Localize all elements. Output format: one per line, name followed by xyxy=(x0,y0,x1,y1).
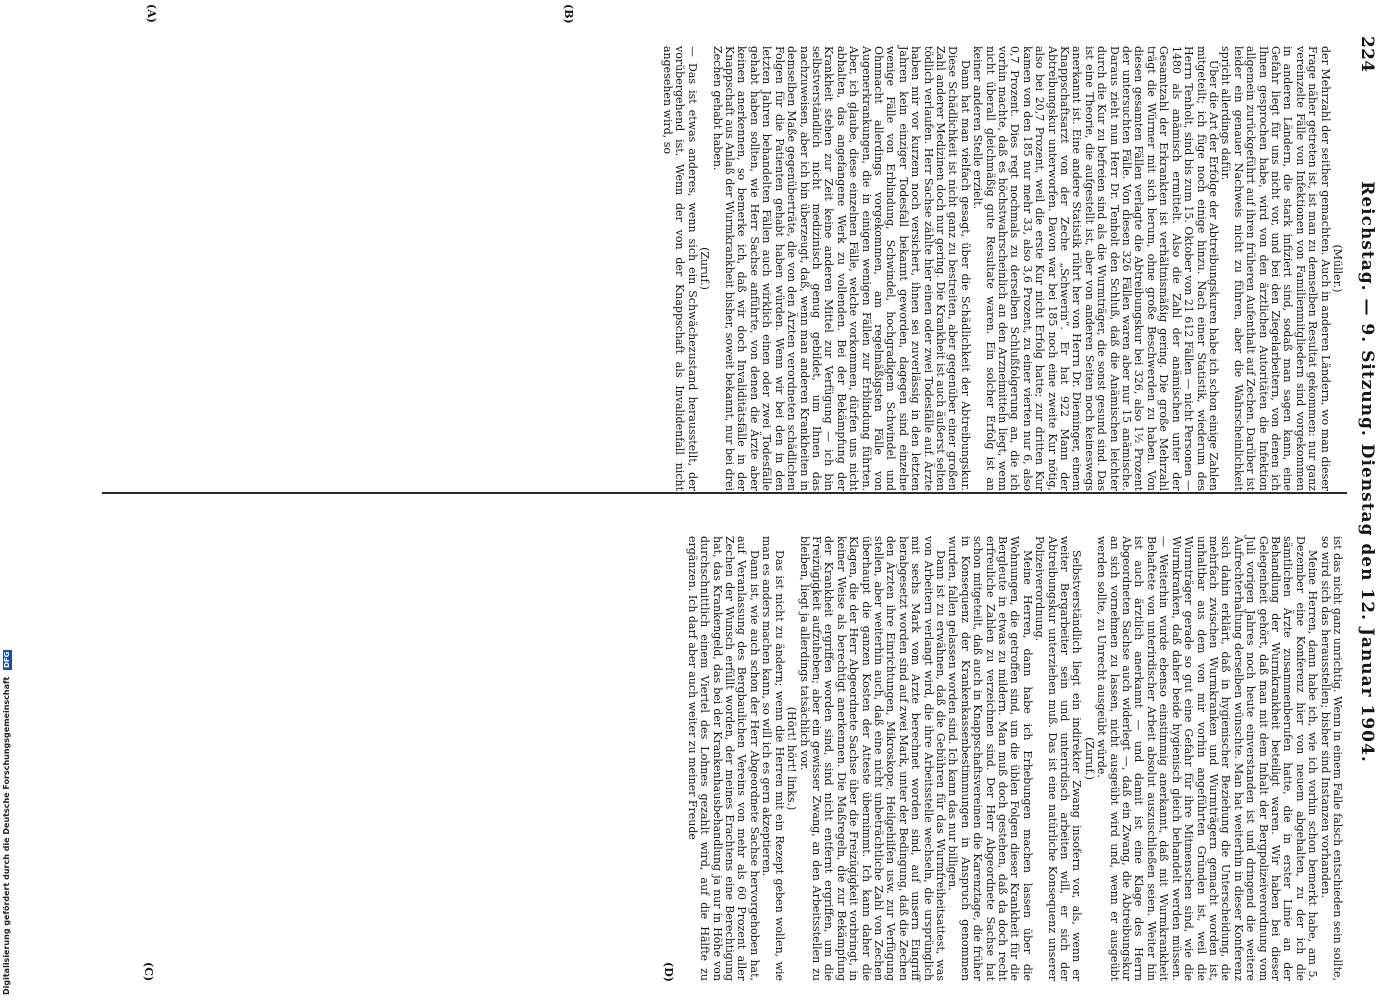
paragraph: Selbstverständlich liegt ein indirekter Zwang insofern vor, als, wenn er weiter Bergarbeiter sein und unterirdisch arbeiten will, er sich der Abtreibungskur unterziehen muß. Das ist eine natürliche Konsequenz unserer Polizeiverordnung. xyxy=(1033,536,1084,981)
paragraph: Dann ist, wie auch schon der Herr Abgeordnete Sachse hervorgehoben hat, auf Veranlassung des Bergbaulichen Vereins von mehr als 60 Prozent aller Zechen der Wunsch erfüllt worden, der meines Erachtens eine Berechtigung hat, das Krankengeld, das bei der Krankenhausbehandlung ja nur in Höhe von durchschnittlich einem Viertel des Lohnes gezahlt wird, auf die Hälfte zu ergänzen. Ich darf aber auch weiter zu meiner Freude xyxy=(685,536,761,981)
interjection: (Zuruf.) xyxy=(698,247,712,290)
dfg-logo: DFG xyxy=(3,651,11,668)
paragraph: Meine Herren, dann habe ich Erhebungen machen lassen über die Wohnungen, die getroffen sind, um die üblen Folgen dieser Krankheit für die Bergleute in etwas zu mildern. Man muß doch gestehen, daß da doch recht erfreuliche Zahlen zu verzeichnen sind. Der Herr Abgeordnete Sachse hat schon mitgeteilt, daß auch in Knappschaftsvereinen die Karenztage, die früher in Konsequenz der Krankenkassenbestimmungen in Anspruch genommen wurden, fallen gelassen worden sind. Ich kann das nur billigen. xyxy=(946,536,1034,981)
speaker-label: (Müller.) xyxy=(1331,244,1344,293)
interjection: (Hört! hört! links.) xyxy=(785,706,799,811)
paragraph: der Mehrzahl der seither gemachten. Auch in anderen Ländern, wo man dieser Frage näher getreten ist, ist man zu demselben Resultat gekommen: nur ganz vereinzelte Fälle von Infektionen von Familienmitgliedern sind vorgekommen in anderen Ländern, die stark infiziert sind, sodaß man sagen kann, eine Gefahr liegt für uns nicht vor, und bei den Ziegelarbeitern, von denen ich Ihnen gesprochen habe, wird von den ärztlichen Autoritäten die Infektion allgemein zurückgeführt auf ihren früheren Aufenthalt auf Zechen. Darüber ist leider ein genauer Nachweis nicht zu führen, aber die Wahrscheinlichkeit spricht allerdings dafür. xyxy=(1219,46,1332,491)
margin-mark-c: (C) xyxy=(142,962,155,982)
paragraph: ist das nicht ganz unrichtig. Wenn in einem Falle falsch entschieden sein sollte, so wird sich das herausstellen; bisher sind Instanzen vorhanden. xyxy=(1318,536,1344,981)
margin-mark-d: (D) xyxy=(662,962,675,982)
page-number: 224 xyxy=(1357,36,1377,73)
running-title: Reichstag. — 9. Sitzung. Dienstag den 12. Januar 1904. xyxy=(1357,181,1377,763)
margin-mark-a: (A) xyxy=(145,4,158,23)
right-column xyxy=(685,536,1343,981)
digitization-footer xyxy=(0,0,14,1000)
left-column xyxy=(661,46,1343,491)
paragraph: Dann hat man vielfach gesagt, über die Schädlichkeit der Abtreibungskur. Diese Schädlichkeit ist nicht ganz zu bestreiten, aber gegenüber einer großen Zahl anderer Medizinen doch nur gering. Die Krankheit ist auch äußerst selten tödlich verlaufen. Herr Sachse zählte hier einen oder zwei Todesfälle auf. Ärzte haben mir vor kurzem noch versichert, ihnen sei zuverlässig in den letzten Jahren kein einziger Todesfall bekannt geworden, dagegen sind einzelne wenige Fälle von Erblindung, Schwindel, hochgradigem Schwindel und Ohnmacht allerdings vorgekommen, am regelmäßigsten Fälle von Augenerkrankungen, die in einigen wenigen Fällen zur Erblindung führten. Aber, ich glaube, diese einzelnen Fälle, welche vorkommen, dürfen uns nicht abhalten, das angefangene Werk zu vollenden. Bei der Bekämpfung der Krankheit stehen zur Zeit keine anderen Mittel zur Verfügung — ich bin selbstverständlich nicht medizinisch genug gebildet, um Ihnen das nachzuweisen, aber ich bin überzeugt, daß, wenn man anderen Krankheiten in demselben Maße gegenüberträte, die von den Ärzten verordneten schädlichen Folgen für die Patienten gehabt haben würden. Wenn wir bei den in den letzten Jahren behandelten Fällen auch wirklich einen oder zwei Todesfälle gehabt haben sollten, wie Herr Sachse anführte, von denen die Ärzte aber keinen anerkennen, so bemerke ich, daß wir doch Invaliditätsfälle in der Knappschaft aus Anlaß der Wurmkrankheit bisher, soweit bekannt, nur bei drei Zechen gehabt haben. xyxy=(710,46,972,491)
paragraph: Über die Art der Erfolge der Abtreibungskuren habe ich schon einige Zahlen mitgeteilt; ich füge noch einige hinzu. Nach einer Statistik, wiederum des Herrn Tenholt, sind bis zum 15. Oktober von 21 612 Fällen — nicht Personen — 1480 als anämisch ermittelt. Also die Zahl der anämischen unter der Gesamtzahl der Erkrankten ist verhältnismäßig gering. Die große Mehrzahl trägt die Würmer mit sich herum, ohne große Beschwerden zu haben. Von diesen gesamten Fällen verlagte die Abtreibungskur bei 326, also 1½ Prozent der untersuchten Fälle. Von diesen 326 Fällen waren aber nur 15 anämische. Daraus zieht nun Herr Dr. Tenholt den Schluß, daß die Anämischen leichter durch die Kur zu befreien sind als die Wurmträger, die sonst gesund sind. Das ist eine Theorie, die aufgestellt ist, aber von anderen Seiten noch keineswegs anerkannt ist. Eine andere Statistik rührt her von Herrn Dr. Dieminger, einem Knappschaftsarzt von der Zeche „Schwerin“. Er hat 922 Mann der Abtreibungskur unterworfen. Davon war bei 185 noch eine zweite Kur nötig, also bei 20,7 Prozent, weil die erste Kur nicht Erfolg hatte; zur dritten Kur kamen von den 185 nur mehr 33, also 3,6 Prozent, zu einer vierten nur 6, also 0,7 Prozent. Dies regt nochmals zu derselben Schlußfolgerung an, die ich vorhin machte, daß es höchstwahrscheinlich an den Arzneimitteln liegt, wenn nicht überall gleichmäßig gute Resultate waren. Ein solcher Erfolg ist an keiner anderen Stelle erzielt. xyxy=(971,46,1220,491)
paragraph: Das ist nicht zu ändern; wenn die Herren mit ein Rezept geben wollen, wie man es anders machen kann, so will ich es gern akzeptieren. xyxy=(760,536,786,981)
digitization-credit: Digitalisierung gefördert durch die Deutsche Forschungsgemeinschaft xyxy=(2,676,11,995)
paragraph: — Das ist etwas anderes, wenn sich ein Schwächezustand herausstellt, der vorübergehend ist. Wenn der von der Knappschaft als Invalidenfall nicht angesehen wird, so xyxy=(661,46,699,491)
margin-mark-b: (B) xyxy=(562,4,575,24)
interjection: (Zuruf.) xyxy=(1082,737,1096,780)
column-divider xyxy=(102,492,1347,494)
paragraph: Dann ist zu erwähnen, daß die Gebühren für das Wurmfreiheitsattest, was von Arbeitern verlangt wird, die ihre Arbeitsstelle wechseln, die ursprünglich mit sechs Mark vom Arzte berechnet worden sind, auf unsern Eingriff herabgesetzt worden sind auf zwei Mark, unter der Bedingung, daß die Zechen den Ärzten ihre Einrichtungen, Mikroskope, Heilgehilfen usw. zur Verfügung stellen, aber weiterhin auch, daß eine nicht unbeträchtliche Zahl von Zechen überhaupt die ganzen Kosten der Atteste übernimmt. Ich kann daher die Klagen, die der Herr Abgeordnete Sachse über die Freizügigkeit vorbringt, in keiner Weise als berechtigt anerkennen. Die Maßregeln, die zur Bekämpfung der Krankheit ergriffen worden sind, sind nicht entfernt ergriffen, um die Freizügigkeit aufzuheben; aber ein gewisser Zwang, an den Arbeitsstellen zu bleiben, liegt ja allerdings tatsächlich vor. xyxy=(797,536,947,981)
paragraph: Meine Herren, dann habe ich, wie ich vorhin schon bemerkt habe, am 5. Dezember eine Konferenz hier von neuem abgehalten, zu der ich die sämtlichen Ärzte zusammenberufen hatte, die in erster Linie an der Behandlung der Wurmkrankheit beteiligt waren. Wir haben bei dieser Gelegenheit gehört, daß man mit dem Inhalt der Bergpolizeiverordnung vom Juli vorigen Jahres noch heute einverstanden ist und dringend die weitere Aufrechterhaltung derselben wünschte. Man hat weiterhin in dieser Konferenz sich dahin erklärt, daß in hygienischer Beziehung die Unterscheidung, die mehrfach zwischen Wurmkranken und Wurmträgern gemacht worden ist, unhaltbar aus dem von mir vorhin angeführten Gründen ist, weil die Wurmträger gerade so gut eine Gefahr für ihre Mitmenschen sind, wie die Wurmkranken, daß daher beide hygienisch gleich behandelt werden müssen. — Weiterhin wurde ebenso einstimmig anerkannt, daß mit Wurmkrankheit Behaftete von unterirdischer Arbeit absolut auszuschließen seien. Weiter hin ist auch ärztlich anerkannt — und damit ist eine Klage des Herrn Abgeordneten Sachse auch widerlegt —, daß ein Zwang, die Abtreibungskur an sich vornehmen zu lassen, nicht ausgeübt wird und, wenn er ausgeübt werden sollte, zu Unrecht ausgeübt würde. xyxy=(1095,536,1320,981)
page-header xyxy=(1347,22,1377,922)
